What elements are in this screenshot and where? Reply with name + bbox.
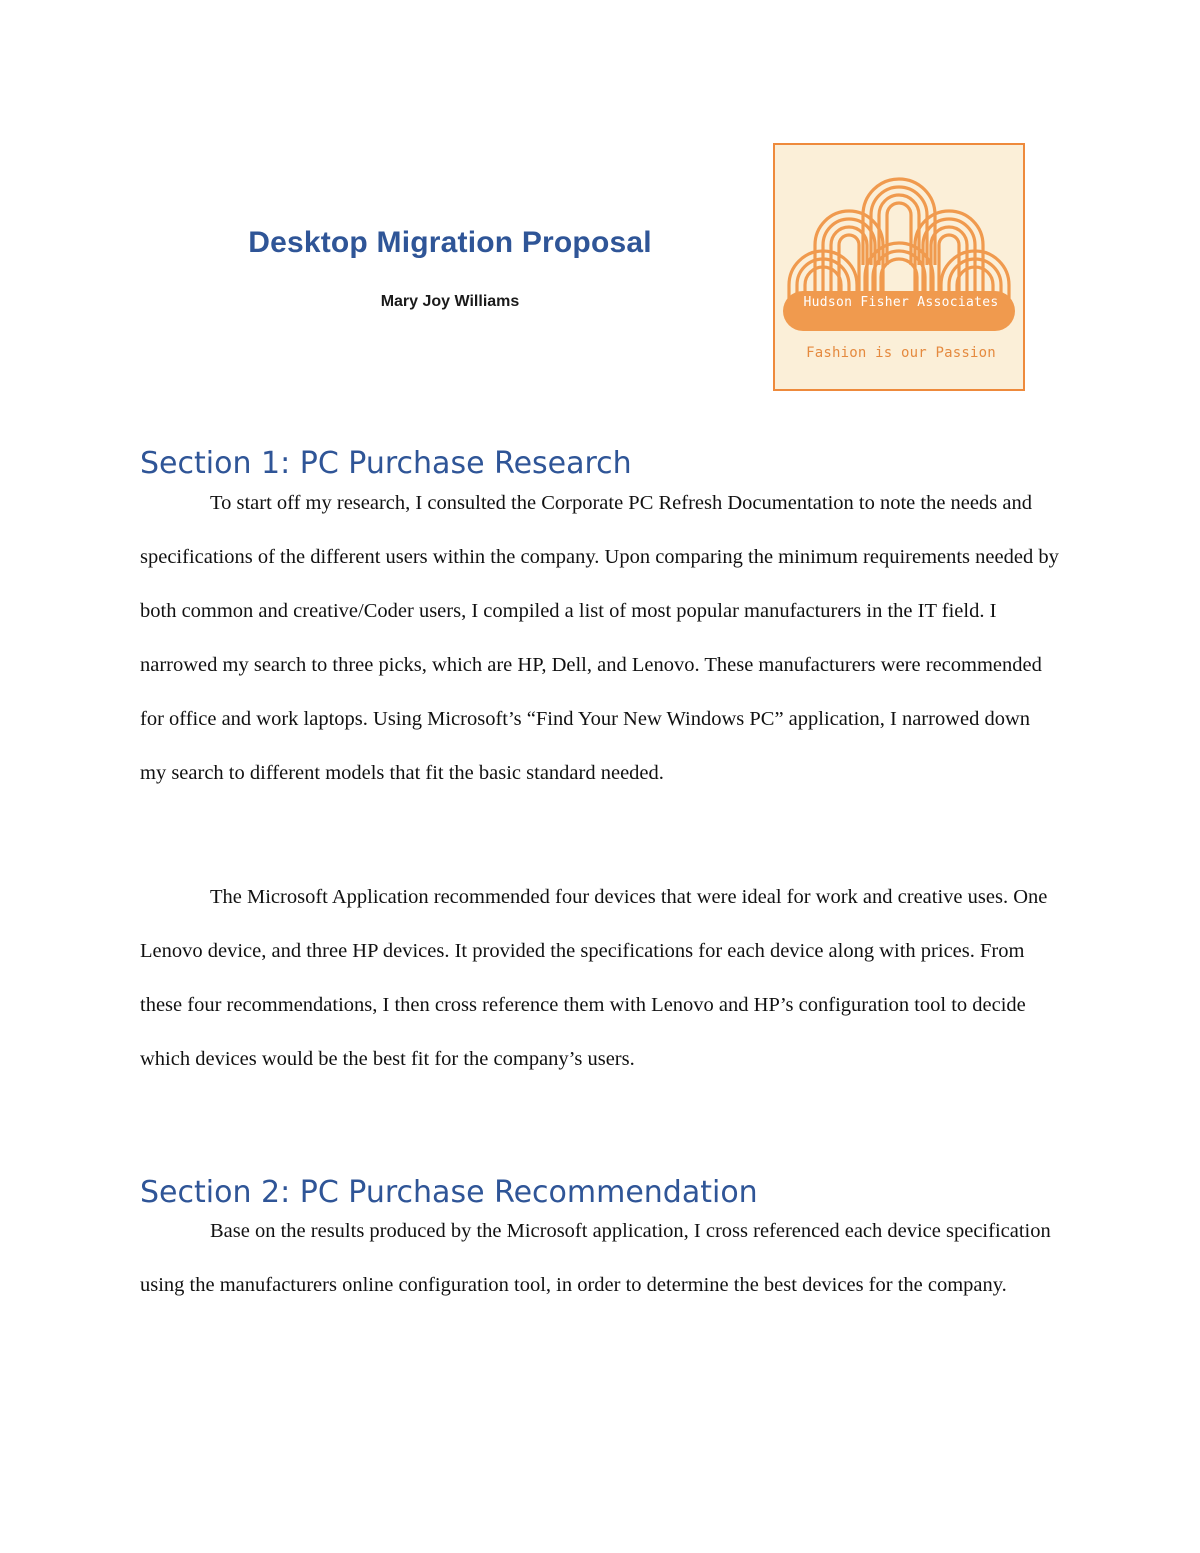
section-1-paragraph-1: To start off my research, I consulted the Corporate PC Refresh Documentation to note the needs and specifications of the different users within the company. Upon comparing the minimum requirements needed by both common and creative/Coder users, I compiled a list of most popular manufacturers in the IT field. I narrowed my search to three picks, which are HP, Dell, and Lenovo. These manufacturers were recommended for office and work laptops. Using Microsoft’s “Find Your New Windows PC” application, I narrowed down my search to different models that fit the basic standard needed. [140, 492, 1059, 784]
logo-tagline: Fashion is our Passion [806, 345, 996, 361]
section-2-heading: Section 2: PC Purchase Recommendation [140, 1175, 758, 1210]
section-1-heading: Section 1: PC Purchase Research [140, 446, 632, 481]
section-1-paragraph-2: The Microsoft Application recommended four devices that were ideal for work and creative uses. One Lenovo device, and three HP devices. It provided the specifications for each device along with prices. From these four recommendations, I then cross reference them with Lenovo and HP’s configuration tool to decide which devices would be the best fit for the company’s users. [140, 886, 1048, 1070]
document-title: Desktop Migration Proposal [248, 226, 652, 259]
section-2-paragraph-1: Base on the results produced by the Microsoft application, I cross referenced each device specification using the manufacturers online configuration tool, in order to determine the best devices for the company. [140, 1220, 1051, 1296]
logo-company-name: Hudson Fisher Associates [803, 295, 999, 310]
company-logo [773, 143, 1025, 391]
document-author: Mary Joy Williams [380, 293, 520, 310]
